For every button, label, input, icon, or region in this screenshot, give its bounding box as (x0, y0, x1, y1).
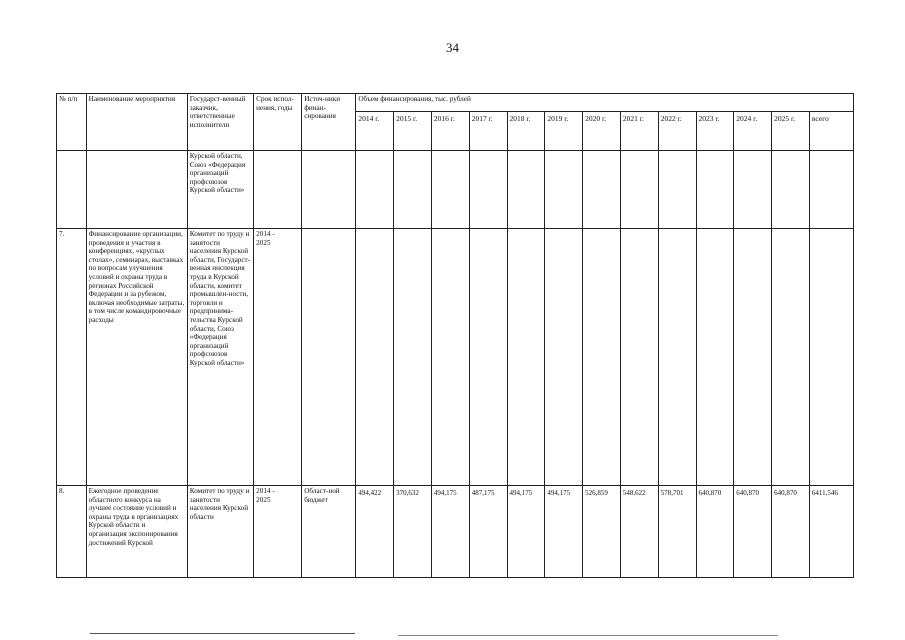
row-value (658, 229, 696, 486)
row-name (86, 151, 187, 229)
row-customer: Комитет по труду и занятости населения Курской области (187, 486, 253, 578)
row-value (469, 151, 507, 229)
row-value (772, 229, 810, 486)
row-value (356, 229, 394, 486)
row-term: 2014 - 2025 (254, 486, 302, 578)
row-customer: Комитет по труду и занятости населения Курской области, Государст-венная инспекция труда в Курской области, комитет промышлен-ности, торговли и предпринима-тельства Курской области, Союз «Федерация организаций профсоюзов Курской области» (187, 229, 253, 486)
year-header-2019: 2019 г. (545, 112, 583, 151)
row-value: 370,632 (394, 486, 432, 578)
row-value (696, 229, 734, 486)
table-row (57, 151, 854, 229)
row-value (696, 151, 734, 229)
row-num (57, 151, 87, 229)
year-header-2025: 2025 г. (772, 112, 810, 151)
row-total (809, 229, 853, 486)
row-num: 8. (57, 486, 87, 578)
row-value (431, 151, 469, 229)
header-customer: Государст-венный заказчик, ответственные исполнители (187, 94, 253, 151)
year-header-total: всего (809, 112, 853, 151)
row-value (545, 151, 583, 229)
header-funding: Объем финансирования, тыс. рублей (356, 94, 854, 112)
table-row (57, 229, 854, 486)
row-num: 7. (57, 229, 87, 486)
row-source (302, 151, 356, 229)
row-value: 548,622 (620, 486, 658, 578)
header-num: № п/п (57, 94, 87, 151)
year-header-2021: 2021 г. (620, 112, 658, 151)
row-value (583, 229, 621, 486)
year-header-2022: 2022 г. (658, 112, 696, 151)
header-source: Источ-ники финан-сирования (302, 94, 356, 151)
row-value: 578,701 (658, 486, 696, 578)
row-source (302, 229, 356, 486)
row-value (394, 151, 432, 229)
row-value (507, 229, 545, 486)
row-name: Ежегодное проведение областного конкурса на лучшее состояние условий и охраны труда в организациях Курской области и организация экспонирования достижений Курской (86, 486, 187, 578)
year-header-2017: 2017 г. (469, 112, 507, 151)
row-value (469, 229, 507, 486)
year-header-2023: 2023 г. (696, 112, 734, 151)
scan-edge-line (398, 635, 778, 636)
row-value (583, 151, 621, 229)
table-row (57, 486, 854, 578)
row-term (254, 151, 302, 229)
row-value: 526,859 (583, 486, 621, 578)
row-value: 640,870 (772, 486, 810, 578)
row-value: 494,175 (507, 486, 545, 578)
row-value (734, 151, 772, 229)
header-row (57, 94, 854, 112)
page-number: 34 (446, 40, 459, 55)
row-value (620, 229, 658, 486)
row-total: 6411,546 (809, 486, 853, 578)
row-value (507, 151, 545, 229)
row-value: 487,175 (469, 486, 507, 578)
row-value (734, 229, 772, 486)
year-header-2020: 2020 г. (583, 112, 621, 151)
row-value: 494,422 (356, 486, 394, 578)
row-value (394, 229, 432, 486)
year-header-2015: 2015 г. (394, 112, 432, 151)
row-total (809, 151, 853, 229)
row-value (620, 151, 658, 229)
funding-table (56, 93, 854, 578)
row-value (545, 229, 583, 486)
scan-edge-line (90, 633, 355, 634)
year-header-2016: 2016 г. (431, 112, 469, 151)
year-header-2018: 2018 г. (507, 112, 545, 151)
year-header-2014: 2014 г. (356, 112, 394, 151)
row-value (431, 229, 469, 486)
header-name: Наименование мероприятия (86, 94, 187, 151)
row-value: 640,870 (696, 486, 734, 578)
row-term: 2014 - 2025 (254, 229, 302, 486)
row-value (356, 151, 394, 229)
row-value: 640,870 (734, 486, 772, 578)
row-customer: Курской области, Союз «Федерация организаций профсоюзов Курской области» (187, 151, 253, 229)
row-value (658, 151, 696, 229)
header-term: Срок испол-нения, годы (254, 94, 302, 151)
row-value (772, 151, 810, 229)
row-name: Финансирование организации, проведения и участия в конференциях, «круглых столах», семинарах, выставках по вопросам улучшения условий и охраны труда в регионах Российской Федерации и за рубежом, включая необходимые затраты, в том числе командировочные расходы (86, 229, 187, 486)
row-source: Област-ной бюджет (302, 486, 356, 578)
year-header-2024: 2024 г. (734, 112, 772, 151)
row-value: 494,175 (431, 486, 469, 578)
row-value: 494,175 (545, 486, 583, 578)
